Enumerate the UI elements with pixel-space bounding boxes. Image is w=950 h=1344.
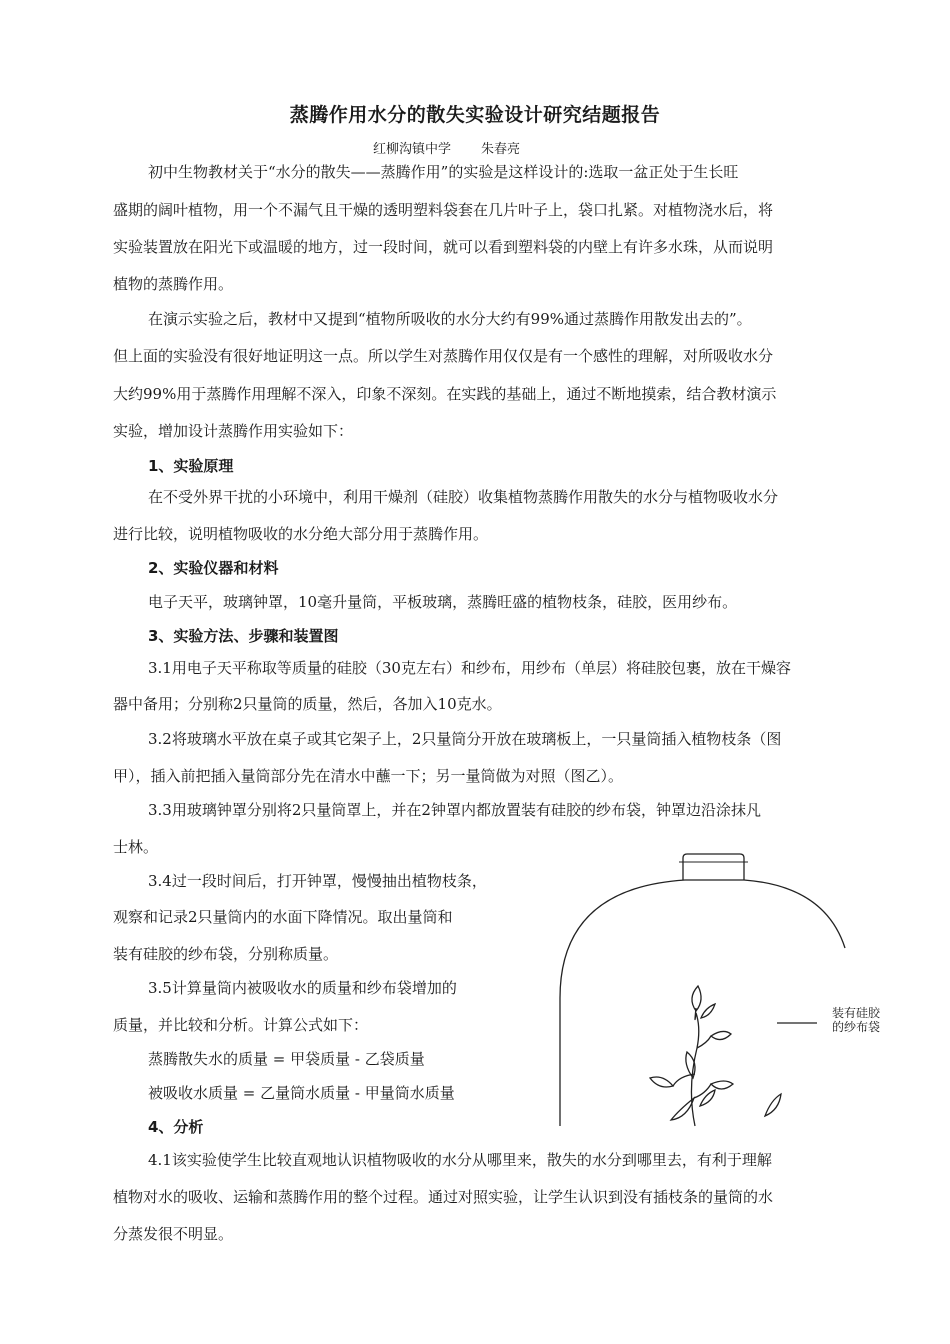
- intro-line: 但上面的实验没有很好地证明这一点。所以学生对蒸腾作用仅仅是有一个感性的理解，对所吸收水分: [113, 347, 774, 365]
- section-line: 甲），插入前把插入量筒部分先在清水中蘸一下；另一量筒做为对照（图乙）。: [113, 767, 624, 785]
- section-line: 装有硅胶的纱布袋，分别称质量。: [113, 945, 339, 963]
- bell-jar-knob: [683, 854, 744, 880]
- author-name: 朱春亮: [481, 142, 521, 157]
- plant-leaf: [711, 1081, 733, 1089]
- section-line: 进行比较，说明植物吸收的水分绝大部分用于蒸腾作用。: [113, 525, 489, 543]
- intro-line: 实验装置放在阳光下或温暖的地方，过一段时间，就可以看到塑料袋的内壁上有许多水珠，从而说明: [113, 238, 774, 256]
- figure-label-line: 的纱布袋: [832, 1020, 881, 1034]
- section-line: 4.1该实验使学生比较直观地认识植物吸收的水分从哪里来，散失的水分到哪里去，有利于理解: [148, 1151, 772, 1169]
- formula-line: 蒸腾散失水的质量 = 甲袋质量 - 乙袋质量: [148, 1050, 425, 1068]
- page-title: 蒸腾作用水分的散失实验设计研究结题报告: [289, 104, 661, 126]
- section-line: 士林。: [113, 838, 159, 856]
- section-line: 3.1用电子天平称取等质量的硅胶（30克左右）和纱布，用纱布（单层）将硅胶包裹，放在干燥容: [148, 659, 791, 677]
- section-line: 电子天平，玻璃钟罩，10毫升量筒，平板玻璃，蒸腾旺盛的植物枝条，硅胶，医用纱布。: [148, 593, 738, 611]
- intro-line: 大约99%用于蒸腾作用理解不深入，印象不深刻。在实践的基础上，通过不断地摸索，结合教材演示: [113, 385, 777, 403]
- figure-label-line: 装有硅胶: [832, 1006, 881, 1020]
- section-heading: 4、分析: [148, 1118, 204, 1136]
- bell-jar-outline: [560, 880, 845, 1126]
- formula-line: 被吸收水质量 = 乙量筒水质量 - 甲量筒水质量: [148, 1084, 455, 1102]
- section-heading: 2、实验仪器和材料: [148, 559, 279, 577]
- plant-leaf: [711, 1031, 731, 1039]
- section-line: 植物对水的吸收、运输和蒸腾作用的整个过程。通过对照实验，让学生认识到没有插枝条的量筒的水: [113, 1188, 774, 1206]
- section-line: 器中备用；分别称2只量筒的质量，然后，各加入10克水。: [113, 695, 502, 713]
- plant-leaf: [692, 986, 701, 1011]
- plant-leaf: [701, 1004, 715, 1018]
- figure-label: [832, 1006, 892, 1034]
- plant-leaf: [650, 1077, 673, 1087]
- section-line: 3.5计算量筒内被吸收水的质量和纱布袋增加的: [148, 979, 457, 997]
- plant-leaf: [765, 1094, 781, 1116]
- bell-jar-figure: [555, 848, 895, 1133]
- intro-line: 盛期的阔叶植物，用一个不漏气且干燥的透明塑料袋套在几片叶子上，袋口扎紧。对植物浇水后，将: [113, 201, 774, 219]
- intro-line: 初中生物教材关于“水分的散失——蒸腾作用”的实验是这样设计的:选取一盆正处于生长旺: [148, 163, 739, 181]
- intro-line: 实验，增加设计蒸腾作用实验如下：: [113, 422, 354, 440]
- plant-leaf: [671, 1098, 694, 1120]
- intro-line: 植物的蒸腾作用。: [113, 275, 234, 293]
- section-line: 质量，并比较和分析。计算公式如下：: [113, 1016, 369, 1034]
- section-heading: 3、实验方法、步骤和装置图: [148, 627, 339, 645]
- section-heading: 1、实验原理: [148, 457, 234, 475]
- section-line: 3.4过一段时间后，打开钟罩，慢慢抽出植物枝条，: [148, 872, 487, 890]
- author-line: [373, 138, 550, 157]
- section-line: 在不受外界干扰的小环境中，利用干燥剂（硅胶）收集植物蒸腾作用散失的水分与植物吸收水分: [148, 488, 779, 506]
- section-line: 3.2将玻璃水平放在桌子或其它架子上，2只量筒分开放在玻璃板上，一只量筒插入植物枝条（图: [148, 730, 782, 748]
- section-line: 分蒸发很不明显。: [113, 1225, 234, 1243]
- section-line: 观察和记录2只量筒内的水面下降情况。取出量筒和: [113, 908, 453, 926]
- author-school: 红柳沟镇中学: [373, 142, 452, 157]
- intro-line: 在演示实验之后，教材中又提到“植物所吸收的水分大约有99%通过蒸腾作用散发出去的”。: [148, 310, 752, 328]
- section-line: 3.3用玻璃钟罩分别将2只量筒罩上，并在2钟罩内都放置装有硅胶的纱布袋，钟罩边沿涂抹凡: [148, 801, 761, 819]
- plant-leaf: [700, 1090, 715, 1106]
